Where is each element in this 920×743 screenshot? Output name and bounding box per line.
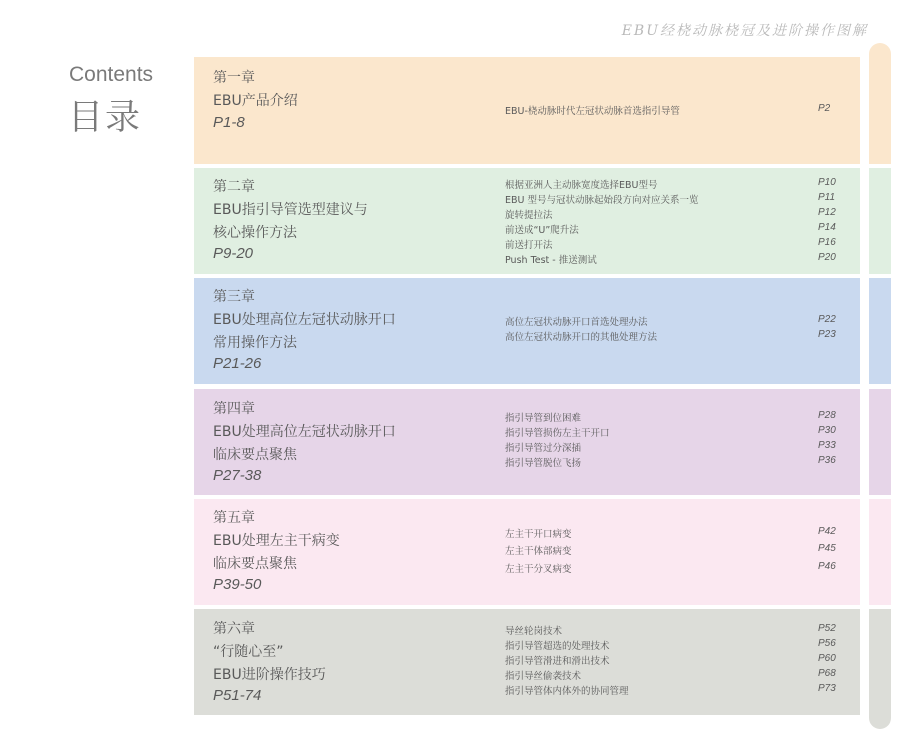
chapter-2-block[interactable] bbox=[194, 168, 860, 274]
chapter-5-tab[interactable] bbox=[869, 499, 891, 605]
toc-entry-page: P45 bbox=[818, 543, 836, 554]
chapter-5-block[interactable] bbox=[194, 499, 860, 605]
toc-entry-page: P22 bbox=[818, 314, 836, 325]
toc-entry[interactable] bbox=[505, 410, 836, 425]
toc-entry[interactable] bbox=[505, 623, 836, 638]
toc-entry[interactable] bbox=[505, 440, 836, 455]
toc-entry[interactable] bbox=[505, 543, 836, 558]
chapter-title-line: EBU处理左主干病变 bbox=[213, 533, 340, 549]
toc-entry-page: P33 bbox=[818, 440, 836, 451]
toc-entry-page: P42 bbox=[818, 526, 836, 537]
chapter-number: 第二章 bbox=[213, 179, 255, 195]
chapter-title-line: 临床要点聚焦 bbox=[213, 447, 297, 463]
chapter-number: 第四章 bbox=[213, 401, 255, 417]
contents-label-en: Contents bbox=[69, 63, 154, 86]
toc-entry-page: P11 bbox=[818, 192, 836, 203]
toc-entry-title: 导丝轮岗技术 bbox=[505, 626, 563, 637]
chapter-number: 第三章 bbox=[213, 289, 255, 305]
chapter-title-line: EBU产品介绍 bbox=[213, 93, 298, 109]
chapter-6-block[interactable] bbox=[194, 609, 860, 715]
toc-entry-title: 指引导丝偷袭技术 bbox=[505, 671, 582, 682]
chapter-page-range: P21-26 bbox=[213, 355, 262, 372]
toc-entry-title: 指引导管脱位飞扬 bbox=[505, 458, 582, 469]
toc-entry[interactable] bbox=[505, 192, 836, 207]
chapter-3-tab[interactable] bbox=[869, 278, 891, 384]
toc-entry-page: P12 bbox=[818, 207, 836, 218]
book-title-script: EBU经桡动脉桡冠及进阶操作图解 bbox=[621, 23, 868, 39]
chapter-page-range: P51-74 bbox=[213, 687, 262, 704]
chapter-3-block[interactable] bbox=[194, 278, 860, 384]
chapter-number: 第六章 bbox=[213, 621, 255, 637]
chapter-title-line: EBU处理高位左冠状动脉开口 bbox=[213, 424, 396, 440]
chapter-page-range: P27-38 bbox=[213, 467, 262, 484]
toc-entry-title: 指引导管损伤左主干开口 bbox=[505, 428, 610, 439]
toc-entry[interactable] bbox=[505, 683, 836, 698]
toc-entry-page: P52 bbox=[818, 623, 836, 634]
chapter-page-range: P1-8 bbox=[213, 114, 245, 131]
toc-entry-title: EBU-桡动脉时代左冠状动脉首选指引导管 bbox=[505, 106, 680, 117]
chapter-2-tab[interactable] bbox=[869, 168, 891, 274]
toc-entry[interactable] bbox=[505, 329, 836, 344]
toc-entry-page: P10 bbox=[818, 177, 836, 188]
toc-entry[interactable] bbox=[505, 455, 836, 470]
chapter-4-tab[interactable] bbox=[869, 389, 891, 495]
chapter-title-line: 临床要点聚焦 bbox=[213, 556, 297, 572]
chapter-title-line: 核心操作方法 bbox=[213, 225, 297, 241]
toc-entry-title: 前送成“U”爬升法 bbox=[505, 225, 579, 236]
toc-entry-title: 左主干开口病变 bbox=[505, 529, 572, 540]
chapter-4-block[interactable] bbox=[194, 389, 860, 495]
toc-entry-title: 指引导管到位困难 bbox=[505, 413, 582, 424]
toc-entry-title: 左主干分叉病变 bbox=[505, 564, 572, 575]
toc-entry-page: P73 bbox=[818, 683, 836, 694]
toc-entry-title: 根据亚洲人主动脉宽度选择EBU型号 bbox=[505, 180, 658, 191]
toc-entry-page: P2 bbox=[818, 103, 831, 114]
chapter-title-line: EBU处理高位左冠状动脉开口 bbox=[213, 312, 396, 328]
toc-entry[interactable] bbox=[505, 668, 836, 683]
toc-entry[interactable] bbox=[505, 653, 836, 668]
toc-entry-title: 指引导管过分深插 bbox=[505, 443, 582, 454]
toc-entry[interactable] bbox=[505, 207, 836, 222]
toc-entry-title: EBU 型号与冠状动脉起始段方向对应关系一览 bbox=[505, 195, 699, 206]
toc-entry-title: 高位左冠状动脉开口首选处理办法 bbox=[505, 317, 648, 328]
toc-entry-page: P36 bbox=[818, 455, 836, 466]
toc-entry[interactable] bbox=[505, 425, 836, 440]
toc-entry[interactable] bbox=[505, 314, 836, 329]
chapter-1-tab[interactable] bbox=[869, 43, 891, 164]
contents-label-cn: 目录 bbox=[68, 98, 143, 138]
toc-entry-title: 左主干体部病变 bbox=[505, 546, 572, 557]
chapter-title-line: EBU进阶操作技巧 bbox=[213, 667, 326, 683]
chapter-page-range: P9-20 bbox=[213, 245, 254, 262]
chapter-number: 第五章 bbox=[213, 510, 255, 526]
toc-entry[interactable] bbox=[505, 177, 836, 192]
toc-entry-page: P30 bbox=[818, 425, 836, 436]
toc-entry-page: P20 bbox=[818, 252, 836, 263]
toc-entry-title: 高位左冠状动脉开口的其他处理方法 bbox=[505, 332, 658, 343]
toc-entry-page: P16 bbox=[818, 237, 836, 248]
toc-entry-page: P23 bbox=[818, 329, 836, 340]
toc-entry-title: 前送打开法 bbox=[505, 240, 553, 251]
toc-entry-page: P68 bbox=[818, 668, 836, 679]
toc-entry-page: P60 bbox=[818, 653, 836, 664]
toc-entry-title: Push Test - 推送测试 bbox=[505, 255, 597, 266]
chapter-title-line: 常用操作方法 bbox=[213, 335, 297, 351]
toc-entry[interactable] bbox=[505, 526, 836, 541]
toc-entry-page: P28 bbox=[818, 410, 836, 421]
toc-entry-page: P56 bbox=[818, 638, 836, 649]
toc-entry[interactable] bbox=[505, 237, 836, 252]
toc-entry[interactable] bbox=[505, 222, 836, 237]
chapter-page-range: P39-50 bbox=[213, 576, 262, 593]
toc-entry[interactable] bbox=[505, 561, 836, 576]
chapter-title-line: EBU指引导管选型建议与 bbox=[213, 202, 368, 218]
chapter-title-line: “行随心至” bbox=[213, 644, 284, 660]
toc-entry-title: 旋转提拉法 bbox=[505, 210, 553, 221]
toc-entry[interactable] bbox=[505, 252, 836, 267]
chapter-number: 第一章 bbox=[213, 70, 255, 86]
toc-entry-page: P14 bbox=[818, 222, 836, 233]
toc-entry-title: 指引导管超选的处理技术 bbox=[505, 641, 610, 652]
toc-entry-page: P46 bbox=[818, 561, 836, 572]
toc-entry[interactable] bbox=[505, 638, 836, 653]
toc-entry-title: 指引导管体内体外的协同管理 bbox=[505, 686, 629, 697]
chapter-6-tab[interactable] bbox=[869, 609, 891, 729]
toc-entry[interactable] bbox=[505, 103, 831, 118]
toc-entry-title: 指引导管滑进和滑出技术 bbox=[505, 656, 610, 667]
chapter-1-block[interactable] bbox=[194, 57, 860, 164]
